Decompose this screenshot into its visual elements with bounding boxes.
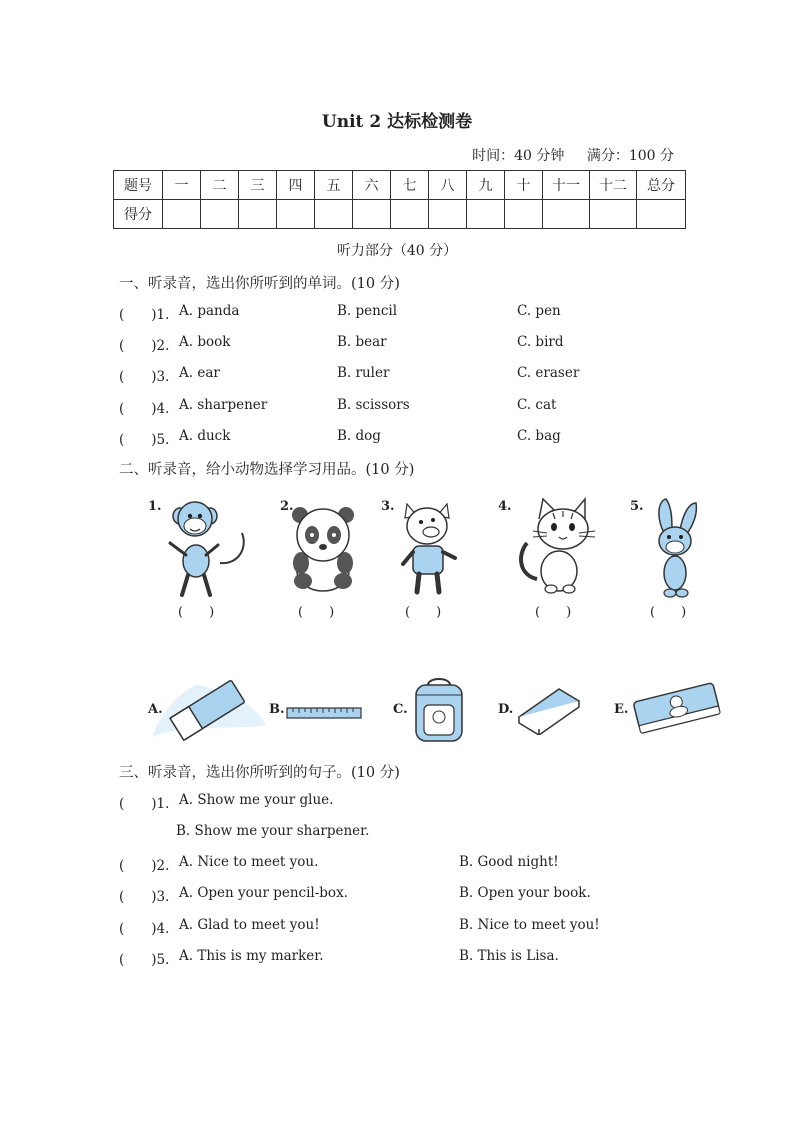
option-c: C. bird	[517, 334, 564, 350]
option-a: A. Show me your glue.	[179, 792, 334, 808]
score-input-cell[interactable]	[353, 200, 391, 229]
rabbit-icon	[648, 497, 703, 599]
score-table-header-row	[114, 171, 686, 200]
animal-number: 4.	[498, 499, 512, 514]
option-a: A. Nice to meet you.	[179, 854, 319, 870]
animal-number: 2.	[280, 499, 294, 514]
option-b: B. scissors	[337, 397, 410, 413]
supply-letter: C.	[393, 702, 408, 717]
animal-number: 5.	[630, 499, 644, 514]
option-b: B. bear	[337, 334, 387, 350]
score-input-cell[interactable]	[590, 200, 637, 229]
question-number: ( )5.	[119, 952, 170, 968]
page-title: Unit 2 达标检测卷	[321, 112, 473, 132]
score-cell: 一	[163, 171, 201, 200]
option-c: C. pen	[517, 303, 561, 319]
option-b: B. Nice to meet you!	[459, 917, 600, 933]
question-number: ( )3.	[119, 889, 170, 905]
option-c: C. cat	[517, 397, 557, 413]
question-number: ( )1.	[119, 796, 170, 812]
score-cell: 三	[239, 171, 277, 200]
score-cell: 九	[467, 171, 505, 200]
option-a: A. duck	[179, 428, 231, 444]
time-limit: 时间：40 分钟	[472, 148, 565, 164]
option-c: C. eraser	[517, 365, 580, 381]
score-cell: 十二	[590, 171, 637, 200]
pencil-box-icon	[630, 678, 724, 740]
option-a: A. panda	[179, 303, 240, 319]
full-score: 满分：100 分	[586, 148, 674, 164]
score-input-cell[interactable]	[277, 200, 315, 229]
listening-section-title: 听力部分（40 分）	[336, 243, 458, 259]
question-number: ( )5.	[119, 432, 170, 448]
score-cell: 七	[391, 171, 429, 200]
supply-letter: D.	[498, 702, 514, 717]
score-cell: 四	[277, 171, 315, 200]
option-b: B. This is Lisa.	[459, 948, 559, 964]
panda-icon	[287, 505, 359, 595]
score-cell: 八	[429, 171, 467, 200]
list-item	[0, 397, 794, 417]
option-b: B. Show me your sharpener.	[176, 823, 370, 839]
supply-letter: B.	[269, 702, 285, 717]
score-row-label: 得分	[114, 200, 163, 229]
score-input-cell[interactable]	[505, 200, 543, 229]
answer-blank[interactable]: ( )	[650, 605, 687, 620]
score-input-cell[interactable]	[637, 200, 686, 229]
option-a: A. ear	[179, 365, 220, 381]
list-item	[0, 428, 794, 448]
answer-blank[interactable]: ( )	[298, 605, 335, 620]
option-b: B. pencil	[337, 303, 398, 319]
option-a: A. Glad to meet you!	[179, 917, 320, 933]
score-cell: 二	[201, 171, 239, 200]
monkey-icon	[158, 493, 248, 598]
question-number: ( )1.	[119, 307, 170, 323]
answer-blank[interactable]: ( )	[405, 605, 442, 620]
score-table	[113, 170, 686, 229]
list-item	[0, 365, 794, 385]
score-input-cell[interactable]	[163, 200, 201, 229]
question-number: ( )2.	[119, 858, 170, 874]
score-table-score-row	[114, 200, 686, 229]
ruler-icon	[285, 705, 363, 721]
question-number: ( )4.	[119, 921, 170, 937]
option-b: B. Open your book.	[459, 885, 591, 901]
list-item	[0, 334, 794, 354]
pig-icon	[397, 496, 462, 598]
question-number: ( )3.	[119, 369, 170, 385]
option-b: B. dog	[337, 428, 381, 444]
score-input-cell[interactable]	[543, 200, 590, 229]
score-input-cell[interactable]	[239, 200, 277, 229]
cat-icon	[513, 497, 605, 599]
exam-meta	[454, 145, 674, 165]
score-input-cell[interactable]	[201, 200, 239, 229]
option-c: C. bag	[517, 428, 561, 444]
part2-heading: 二、听录音，给小动物选择学习用品。(10 分)	[119, 462, 415, 478]
animal-number: 1.	[148, 499, 162, 514]
option-a: A. Open your pencil-box.	[179, 885, 348, 901]
score-cell: 十一	[543, 171, 590, 200]
book-icon	[515, 683, 583, 735]
part3-heading: 三、听录音，选出你所听到的句子。(10 分)	[119, 765, 400, 781]
supply-letter: A.	[148, 702, 163, 717]
score-cell: 十	[505, 171, 543, 200]
eraser-icon	[146, 675, 272, 745]
score-input-cell[interactable]	[315, 200, 353, 229]
schoolbag-icon	[410, 675, 468, 745]
answer-blank[interactable]: ( )	[178, 605, 215, 620]
score-input-cell[interactable]	[429, 200, 467, 229]
score-cell: 总分	[637, 171, 686, 200]
score-input-cell[interactable]	[467, 200, 505, 229]
answer-blank[interactable]: ( )	[535, 605, 572, 620]
score-cell: 六	[353, 171, 391, 200]
supply-letter: E.	[614, 702, 629, 717]
score-cell: 五	[315, 171, 353, 200]
option-b: B. ruler	[337, 365, 390, 381]
list-item	[0, 303, 794, 323]
question-number: ( )4.	[119, 401, 170, 417]
score-input-cell[interactable]	[391, 200, 429, 229]
option-a: A. sharpener	[179, 397, 268, 413]
option-b: B. Good night!	[459, 854, 559, 870]
score-cell: 题号	[114, 171, 163, 200]
part1-heading: 一、听录音，选出你所听到的单词。(10 分)	[119, 276, 400, 292]
option-a: A. book	[179, 334, 231, 350]
option-a: A. This is my marker.	[179, 948, 324, 964]
animal-number: 3.	[381, 499, 395, 514]
question-number: ( )2.	[119, 338, 170, 354]
